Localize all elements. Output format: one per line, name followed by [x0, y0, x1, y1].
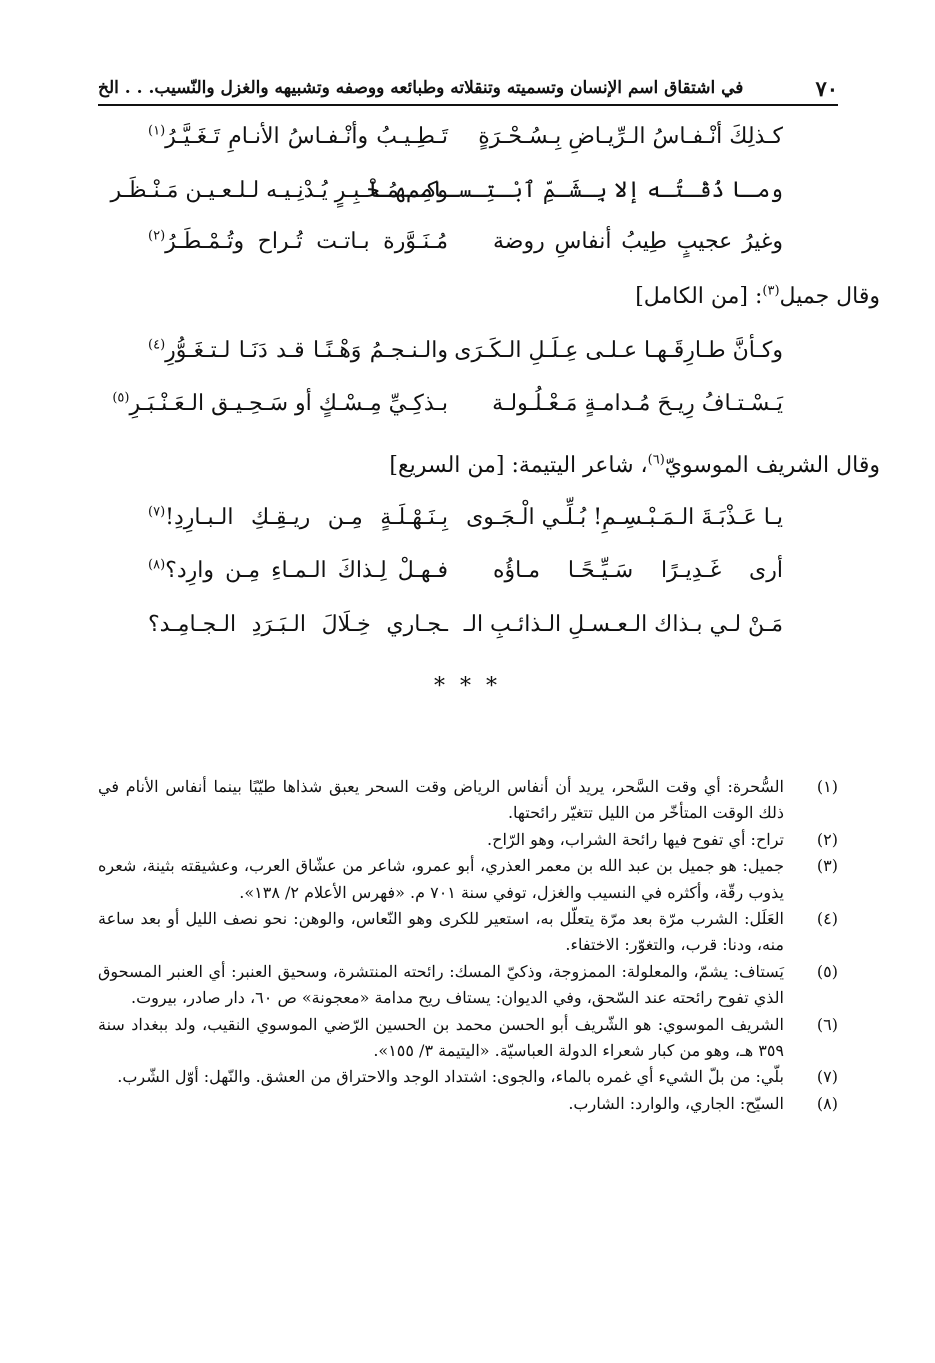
intro-text: وقال الشريف الموسويّ [664, 453, 880, 478]
verse-second-hemistich [112, 390, 448, 416]
footnote-text: العَلَل: الشرب مرّة بعد مرّة يتعلّل به، استعير للكرى وهو النّعاس، والوهن: نحو نصف الليل أو بعد ساعة منه، ودنا: قرب، والتغوّر: الاختفاء. [98, 908, 785, 955]
footnote-marker: (٤) [148, 337, 166, 353]
verse-line [98, 391, 838, 437]
verse-line [98, 558, 838, 604]
intro-text: وقال جميل [779, 284, 880, 309]
header-rule [98, 104, 838, 106]
verse-first-hemistich: يـا عَـذْبَـةَ الـمَـبْـسِـمِ! بُـلِّـي الْـجَـوى [466, 505, 783, 530]
footnote [98, 959, 838, 1012]
verse-first-hemistich: مَـنْ لـي بـذاك الـعـسـلِ الـذائـبِ الـ [463, 612, 783, 637]
verse-first-hemistich: وكـأنَّ طـارِقَـهـا عـلـى عِـلَـلِ الـكَـرَى [454, 338, 783, 363]
poem-intro [190, 453, 880, 478]
footnote-marker: (٣) [762, 283, 780, 299]
verse-line [98, 505, 838, 551]
footnote-number: (١) [816, 777, 838, 796]
footnote-text: تراح: أي تفوح فيها رائحة الشراب، وهو الرّاح. [487, 829, 784, 849]
footnote-number: (٨) [816, 1093, 838, 1113]
footnote-marker: (٦) [647, 452, 665, 468]
page-number: ٧٠ [815, 75, 838, 101]
hemistich-text: بِـنَـهْـلَـةٍ مِـن ريـقِـكِ الـبـارِدِ! [165, 505, 448, 530]
hemistich-text: مُـنَـوَّرة بـاتـت تُـراح وتُـمْـطَـرُ [165, 229, 448, 254]
footnote-number: (٤) [816, 908, 838, 928]
section-separator: * * * [434, 674, 501, 699]
running-title: في اشتقاق اسم الإنسان وتسميته وتنقلاته وطبائعه ووصفه وتشبيهه والغزل والنّسيب. . . الخ [98, 78, 744, 98]
intro-meter: : [من الكامل] [635, 284, 763, 309]
hemistich-text: بـذكِـيِّ مِـسْـكٍ أو سَـحِـيـق الـعَـنْـبَـرِ [129, 391, 448, 416]
verse-second-hemistich [148, 505, 448, 530]
footnote-marker: (٢) [148, 228, 166, 244]
verse-line [98, 612, 838, 658]
footnote [98, 1091, 838, 1117]
verse-second-hemistich [148, 338, 448, 363]
verse-first-hemistich: أرى غَـدِيـرًا سَـيِّـحًـا مـاؤُه [493, 558, 783, 583]
hemistich-text: تَـطِـيـبُ وأنْـفـاسُ الأنـامِ تَـغَـيَّـرُ [165, 124, 448, 149]
verse-second-hemistich: وكـم مُـخْـبِـرٍ يُـدْنِـيـه لـلـعـيـن مَـنْـظَـر [110, 178, 448, 203]
verse-line [98, 338, 838, 384]
footnote-number: (٥) [816, 961, 838, 981]
footnote-text: السيّح: الجاري، والوارد: الشارب. [568, 1093, 784, 1113]
footnote [98, 853, 838, 906]
verse-second-hemistich: ـجـاري خِـلَالَ الـبَـرَدِ الـجـامِـد؟ [148, 612, 448, 637]
footnote-text: السُّحرة: أي وقت السَّحر، يريد أن أنفاس الرياض وقت السحر يعبق شذاها طيّبًا بينما أنفاس الأنام في ذلك الوقت المتأخّر من الليل تتغيّر رائحتها. [98, 777, 784, 823]
footnotes [98, 774, 838, 1117]
poem-intro [190, 284, 880, 309]
footnote [98, 1012, 838, 1065]
verse-second-hemistich [148, 124, 448, 149]
footnote-marker: (١) [148, 123, 166, 139]
intro-meter: ، شاعر اليتيمة: [من السريع] [389, 453, 648, 478]
hemistich-text: والـنـجـمُ وَهْـنًـا قـد دَنَـا لـتـغَـوُّرِ [165, 338, 448, 363]
verse-line [98, 124, 838, 170]
footnote-number: (٦) [816, 1014, 838, 1034]
footnote-marker: (٥) [112, 390, 130, 406]
footnote-number: (٢) [816, 829, 838, 849]
footnote-marker: (٨) [148, 557, 166, 573]
page-header [98, 72, 838, 104]
verse-first-hemistich: كـذلِكَ أنْـفـاسُ الـرِّيـاضِ بِـسُـحْـرَةٍ [478, 124, 783, 149]
footnote-marker: (٧) [148, 504, 166, 520]
footnote-number: (٣) [816, 856, 838, 876]
verse-line [98, 229, 838, 275]
footnote [98, 1064, 838, 1090]
verse-first-hemistich: وغيرُ عجيبٍ طِيبُ أنفاسِ روضة [493, 229, 783, 254]
hemistich-text: فـهـلْ لِـذاكَ الـمـاءِ مِـن وارِد؟ [165, 558, 448, 583]
footnote-text: بلّي: من بلّ الشيء أي غمره بالماء، والجوى: اشتداد الوجد والاحتراق من العشق. والنّهل: أوّل الشّرب. [117, 1067, 784, 1087]
footnote-text: يَستاف: يشمّ، والمعلولة: الممزوجة، وذكيّ المسك: رائحته المنتشرة، وسحيق العنبر: أي العنبر المسحوق الذي تفوح رائحته عند السّحق، وفي الديوان: يستاف ريح مدامة «معجونة» ص ٦٠، دار صادر، بيروت. [98, 961, 784, 1008]
footnote [98, 906, 838, 959]
verse-first-hemistich: يَـسْـتـافُ رِيـحَ مُـدامـةٍ مَـعْـلُـولـة [492, 391, 783, 416]
footnote [98, 827, 838, 853]
footnote-text: الشريف الموسوي: هو الشّريف أبو الحسن محمد بن الحسين الرّضي الموسوي النقيب، ولد ببغداد سنة ٣٥٩ هـ، وهو من كبار شعراء الدولة العباسيّة. «اليتيمة ٣/ ١٥٥». [98, 1014, 784, 1060]
verse-first-hemistich: ومـا ذُقْـتُـه إلا بِـشَـمِّ ٱبْـتِـسـامِـهـا [368, 178, 783, 203]
footnote-number: (٧) [816, 1067, 838, 1087]
verse-second-hemistich [148, 229, 448, 254]
footnote [98, 774, 838, 827]
footnote-text: جميل: هو جميل بن عبد الله بن معمر العذري، أبو عمرو، شاعر من عشّاق العرب، وعشيقته بثينة، شعره يذوب رقّة، وأكثره في النسيب والغزل، توفي سنة ٧٠١ م. «فهرس الأعلام ٢/ ١٣٨». [98, 856, 784, 902]
verse-second-hemistich [148, 558, 448, 583]
verse-line [98, 178, 838, 224]
